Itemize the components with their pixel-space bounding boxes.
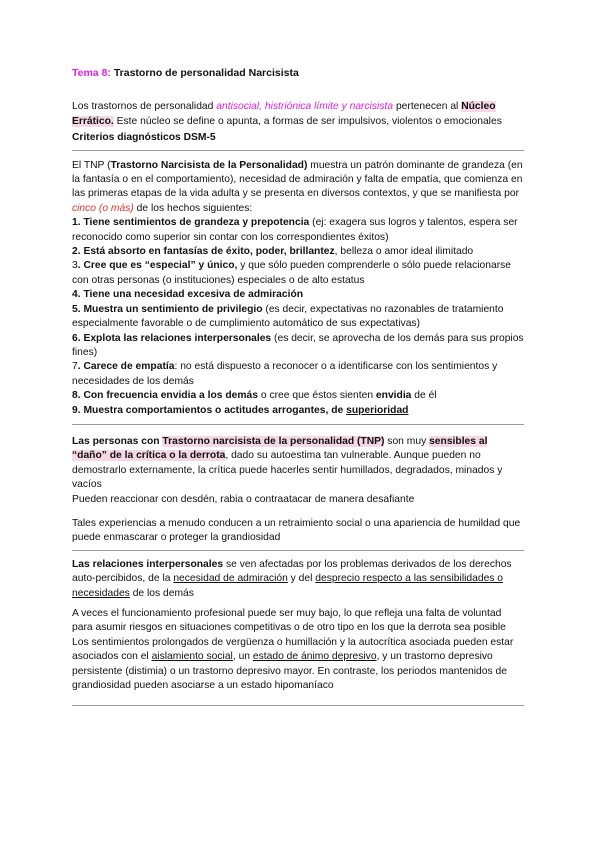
text: y del xyxy=(287,573,316,585)
text: de los hechos siguientes: xyxy=(133,202,253,214)
criterion-1 xyxy=(72,216,524,245)
criterion-title: 4. Tiene una necesidad excesiva de admiración xyxy=(72,289,304,301)
criterion-3 xyxy=(72,259,524,288)
criterion-text: y que sólo pueden comprenderle o sólo puede relacionarse con otras personas (o instituciones) especiales o de alto estatus xyxy=(72,260,512,286)
intro-paragraph xyxy=(72,100,524,129)
criterion-6 xyxy=(72,332,524,361)
reaction-paragraph: Pueden reaccionar con desdén, rabia o contraatacar de manera desafiante xyxy=(72,493,415,505)
underlined-term: desprecio respecto a las sensibilidades o necesidades xyxy=(72,573,504,599)
criterion-text: : no está dispuesto a reconocer o a identificarse con los sentimientos y necesidades de los demás xyxy=(72,361,498,387)
criterion-title: 1. Tiene sentimientos de grandeza y prepotencia xyxy=(72,217,310,229)
text: , un xyxy=(232,651,253,663)
text: pertenecen al xyxy=(393,101,462,113)
criterion-text: , belleza o amor ideal ilimitado xyxy=(334,246,474,258)
text: Los trastornos de personalidad xyxy=(72,101,217,113)
criterion-5 xyxy=(72,303,524,332)
text: , y un trastorno depresivo persistente (distimia) o un trastorno depresivo mayor. En contraste, los periodos mantenidos de grandiosidad pueden asociarse a un estado hipomaníaco xyxy=(72,651,507,692)
text: , dado su autoestima tan vulnerable. Aunque pueden no demostrarlo externamente, la crítica puede hacerles sentir humillados, degradados, minados y vacíos xyxy=(72,450,503,491)
criterion-text: (ej: exagera sus logros y talentos, espera ser reconocido como superior sin contar con los correspondientes éxitos) xyxy=(72,217,518,243)
text: son muy xyxy=(384,435,430,447)
text: Este núcleo se define o apunta, a formas de ser impulsivos, violentos o emocionales xyxy=(113,115,502,127)
divider xyxy=(72,150,524,151)
underlined-term: necesidad de admiración xyxy=(173,573,288,585)
criterion-text: (es decir, expectativas no razonables de tratamiento especialmente favorable o de cumplimiento automático de sus expectativas) xyxy=(72,303,504,330)
criterion-title: 5. Muestra un sentimiento de privilegio xyxy=(72,303,263,315)
highlight-term: sensibles al “daño” de la crítica o la derrota xyxy=(72,435,488,462)
text: muestra un patrón dominante de grandeza (en la fantasía o en el comportamiento), necesidad de admiración y falta de empatía, que comienza en las primeras etapas de la vida adulta y se presenta en diversos contextos, y que se manifiesta por xyxy=(72,159,523,200)
criterion-8 xyxy=(72,389,524,403)
text: Los sentimientos prolongados de vergüenza o humillación y la autocrítica asociada pueden estar asociados con el xyxy=(72,636,514,663)
criterion-7 xyxy=(72,360,524,389)
divider xyxy=(72,424,524,425)
definition-paragraph xyxy=(72,159,524,217)
page-title xyxy=(72,66,524,80)
criterion-title: . Cree que es “especial” y único, xyxy=(77,260,238,272)
criterion-9 xyxy=(72,404,524,418)
criterion-number: 3 xyxy=(72,260,78,272)
criterion-number: 7 xyxy=(72,361,78,373)
criterion-term: envidia xyxy=(375,390,412,402)
criterion-title: 9. Muestra comportamientos o actitudes arrogantes, de xyxy=(72,404,347,416)
criterion-text: de él xyxy=(411,390,437,402)
nucleus-term: Núcleo Errático. xyxy=(72,101,496,127)
criterion-term: superioridad xyxy=(346,404,409,416)
criteria-heading: Criterios diagnósticos DSM-5 xyxy=(72,132,216,144)
relationships-paragraph xyxy=(72,558,524,601)
underlined-term: estado de ánimo depresivo xyxy=(252,651,377,663)
text: El TNP ( xyxy=(72,159,111,171)
criterion-text: o cree que éstos sienten xyxy=(258,390,376,402)
criterion-title: 8. Con frecuencia envidia a los demás xyxy=(72,390,258,402)
criteria-count: cinco (o más) xyxy=(72,202,134,214)
criterion-2 xyxy=(72,245,524,259)
professional-paragraph: A veces el funcionamiento profesional puede ser muy bajo, lo que refleja una falta de voluntad para asumir riesgos en situaciones competitivas o de otro tipo en los que la derrota sea posible xyxy=(72,608,506,634)
withdrawal-paragraph: Tales experiencias a menudo conducen a un retraimiento social o una apariencia de humildad que puede enmascarar o proteger la grandiosidad xyxy=(72,517,521,544)
criterion-title: 2. Está absorto en fantasías de éxito, poder, brillantez xyxy=(72,246,335,258)
document-page xyxy=(72,66,524,706)
criterion-4 xyxy=(72,288,524,302)
topic-label: Tema 8: xyxy=(72,67,111,79)
text: de los demás xyxy=(129,587,194,599)
divider xyxy=(72,705,524,706)
tnp-term: Trastorno Narcisista de la Personalidad) xyxy=(110,159,308,171)
text: Las personas con xyxy=(72,435,163,447)
criterion-title: 6. Explota las relaciones interpersonales xyxy=(72,332,272,344)
text: Las relaciones interpersonales xyxy=(72,558,224,570)
criterion-text: (es decir, se aprovecha de los demás para sus propios fines) xyxy=(72,332,524,358)
disorder-types: antisocial, histriónica límite y narcisista xyxy=(216,101,394,113)
highlight-term: Trastorno narcisista de la personalidad (TNP) xyxy=(162,435,385,447)
underlined-term: aislamiento social xyxy=(151,651,233,663)
criterion-title: . Carece de empatía xyxy=(77,361,175,373)
sensitivity-paragraph xyxy=(72,435,524,493)
divider xyxy=(72,550,524,551)
text: se ven afectadas por los problemas derivados de los derechos auto-percibidos, de la xyxy=(72,558,512,585)
depression-paragraph xyxy=(72,636,524,694)
topic-title: Trastorno de personalidad Narcisista xyxy=(113,67,299,79)
